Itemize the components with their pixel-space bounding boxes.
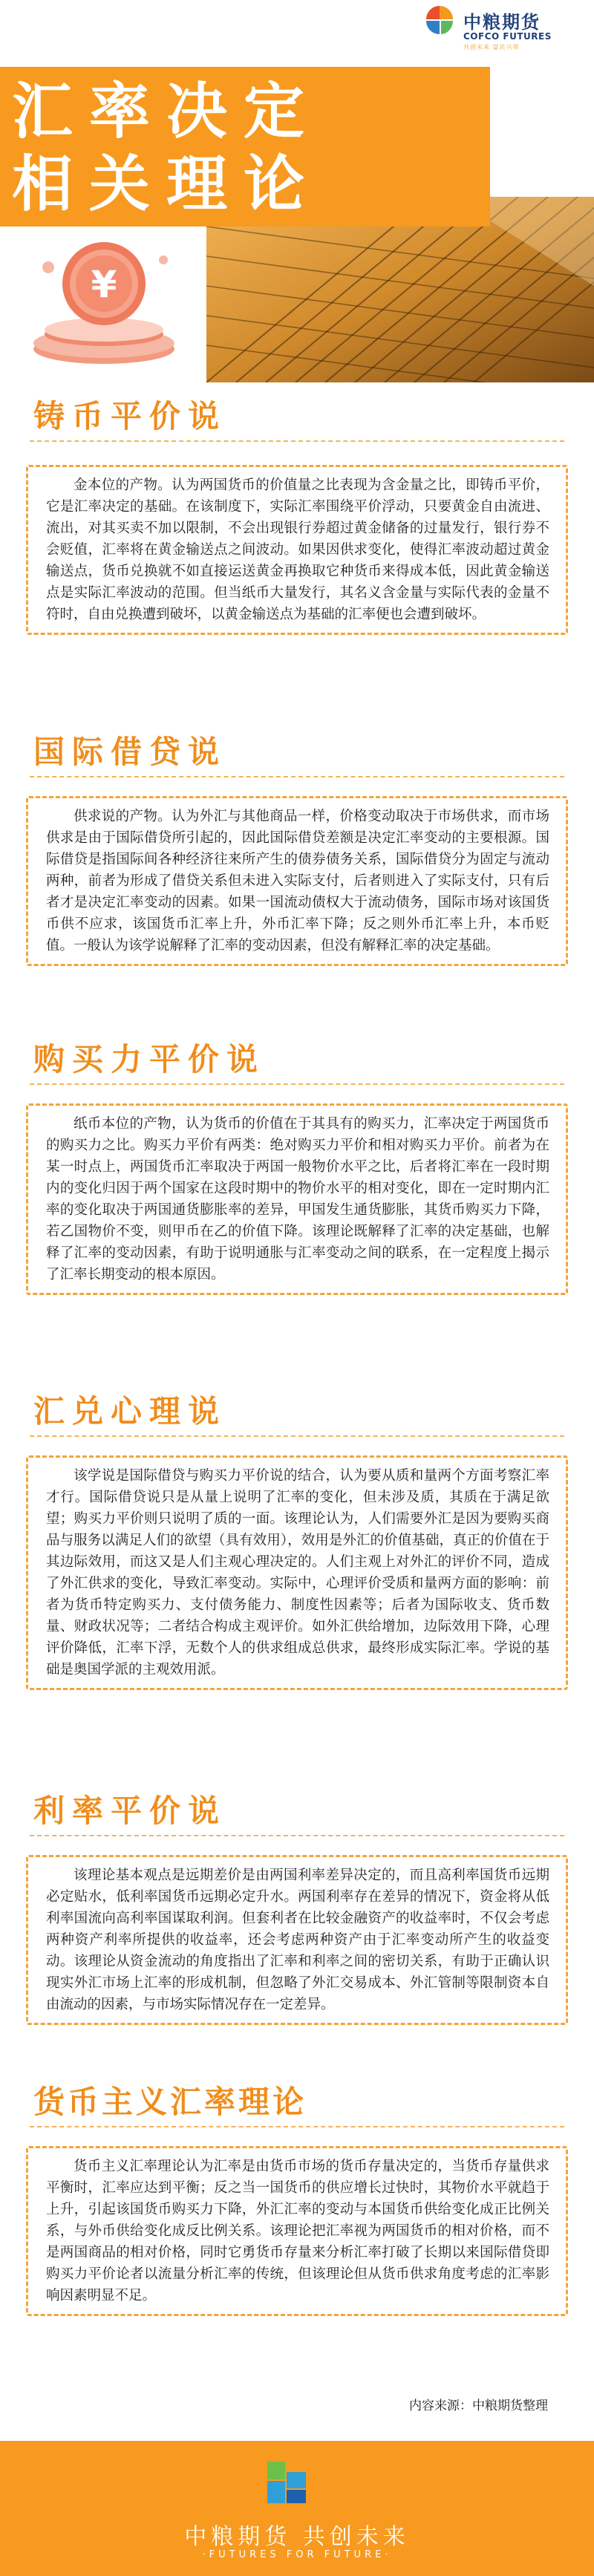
section-text: 该理论基本观点是远期差价是由两国利率差异决定的，而且高利率国货币远期必定贴水，低利率国货币远期必定升水。两国利率存在差异的情况下，资金将从低利率国流向高利率国谋取利润。但套利者在比较金融资产的收益率时，不仅会考虑两种资产利率所提供的收益率，还会考虑两种资产由于汇率变动所产生的收益变动。该理论从资金流动的角度指出了汇率和利率之间的密切关系，有助于正确认识现实外汇市场上汇率的形成机制，但忽略了外汇交易成本、外汇管制等限制资本自由流动的因素，与市场实际情况存在一定差异。 — [46, 1868, 549, 2012]
section-text: 供求说的产物。认为外汇与其他商品一样，价格变动取决于市场供求，而市场供求是由于国际借贷所引起的，因此国际借贷差额是决定汇率变动的主要根源。国际借贷是指国际间各种经济往来所产生的债券债务关系，国际借贷分为固定与流动两种，前者为形成了借贷关系但未进入实际支付，后者则进入了实际支付，只有后者才是决定汇率变动的因素。如果一国流动债权大于流动债务，国际市场对该国货币供不应求，该国货币汇率上升，外币汇率下降；反之则外币汇率上升，本币贬值。一般认为该学说解释了汇率的变动因素，但没有解释汇率的决定基础。 — [46, 809, 549, 953]
page-title-line-1: 汇率决定 — [12, 76, 322, 147]
section-body — [26, 2146, 568, 2316]
section-body — [26, 1455, 568, 1690]
section-title: 购买力平价说 — [33, 1041, 266, 1077]
brand-name-cn: 中粮期货 — [463, 12, 541, 33]
section-body — [26, 465, 568, 635]
section-divider — [30, 440, 564, 442]
brand-name-en: COFCO FUTURES — [463, 31, 552, 42]
section-divider — [30, 2126, 564, 2127]
section-text: 货币主义汇率理论认为汇率是由货币市场的货币存量决定的，当货币存量供求平衡时，汇率应达到平衡；反之当一国货币的供应增长过快时，其物价水平就趋于上升，引起该国货币购买力下降，外汇汇率的变动与本国货币供给变化成正比例关系，与外币供给变化成反比例关系。该理论把汇率视为两国货币的相对价格，而不是两国商品的相对价格，同时它勇货币存量来分析汇率打破了长期以来国际借贷即购买力平价论者以流量分析汇率的传统，但该理论但从货币供求角度考虑的汇率影响因素明显不足。 — [46, 2159, 549, 2303]
footer-slogan: 中粮期货 共创未来 — [184, 2524, 410, 2550]
section-divider — [30, 1835, 564, 1836]
page-title-line-2: 相关理论 — [12, 149, 322, 220]
footer — [0, 2441, 594, 2576]
header — [0, 0, 594, 382]
section-body — [26, 796, 568, 966]
section-text: 纸币本位的产物，认为货币的价值在于其具有的购买力，汇率决定于两国货币的购买力之比。购买力平价有两类：绝对购买力平价和相对购买力平价。前者为在某一时点上，两国货币汇率取决于两国一般物价水平之比，后者将汇率在一段时期内的变化归因于两个国家在这段时期中的物价水平的相对变化，即在一定时期内汇率的变化取决于两国通货膨胀率的差异，甲国发生通货膨胀，其货币购买力下降，若乙国物价不变，则甲币在乙的价值下降。该理论既解释了汇率的决定基础，也解释了汇率的变动因素，有助于说明通胀与汇率变动之间的联系，在一定程度上揭示了汇率长期变动的根本原因。 — [46, 1116, 549, 1282]
svg-text:¥: ¥ — [91, 263, 117, 306]
footer-slogan-en: ·FUTURES FOR FUTURE· — [202, 2549, 392, 2560]
section-title: 汇兑心理说 — [33, 1393, 227, 1429]
section-title: 国际借贷说 — [33, 734, 227, 770]
section-body — [26, 1855, 568, 2025]
section-text: 该学说是国际借贷与购买力平价说的结合，认为要从质和量两个方面考察汇率才行。国际借贷说只是从量上说明了汇率的变化，但未涉及质，其质在于满足欲望；购买力平价则只说明了质的一面。该理论认为，人们需要外汇是因为要购买商品与服务以满足人们的欲望（具有效用），效用是外汇的价值基础，真正的价值在于其边际效用，而这又是人们主观心理决定的。人们主观上对外汇的评价不同，造成了外汇供求的变化，导致汇率变动。实际中，心理评价受质和量两方面的影响：前者为货币特定购买力、支付债务能力、制度性因素等；后者为国际收支、货币数量、财政状况等；二者结合构成主观评价。如外汇供给增加，边际效用下降，心理评价降低，汇率下浮，无数个人的供求组成总供求，最终形成实际汇率。学说的基础是奥国学派的主观效用派。 — [46, 1468, 549, 1677]
section-title: 利率平价说 — [33, 1793, 227, 1829]
section-body — [26, 1103, 568, 1295]
cofco-logo-icon — [425, 4, 454, 37]
section-text: 金本位的产物。认为两国货币的价值量之比表现为含金量之比，即铸币平价，它是汇率决定的基础。在该制度下，实际汇率围绕平价浮动，只要黄金自由流进、流出，对其买卖不加以限制，不会出现银行券超过黄金储备的过量发行，银行券不会贬值，汇率将在黄金输送点之间波动。如果因供求变化，使得汇率波动超过黄金输送点，货币兑换就不如直接运送黄金再换取它种货币来得成本低，因此黄金输送点是实际汇率波动的范围。但当纸币大量发行，其名义含金量与实际代表的金量不符时，自由兑换遭到破坏，以黄金输送点为基础的汇率便也会遭到破坏。 — [46, 477, 549, 622]
brand-tagline: 共创未来 富民兴邦 — [463, 44, 520, 50]
section-title: 铸币平价说 — [33, 398, 227, 434]
section-divider — [30, 776, 564, 777]
section-title: 货币主义汇率理论 — [33, 2084, 307, 2120]
yuan-coin-icon — [26, 238, 182, 368]
brand-logo[interactable] — [425, 3, 573, 55]
section-divider — [30, 1083, 564, 1085]
section-divider — [30, 1435, 564, 1437]
cofco-footer-logo-icon — [261, 2457, 312, 2508]
content-source: 内容来源：中粮期货整理 — [409, 2399, 548, 2413]
